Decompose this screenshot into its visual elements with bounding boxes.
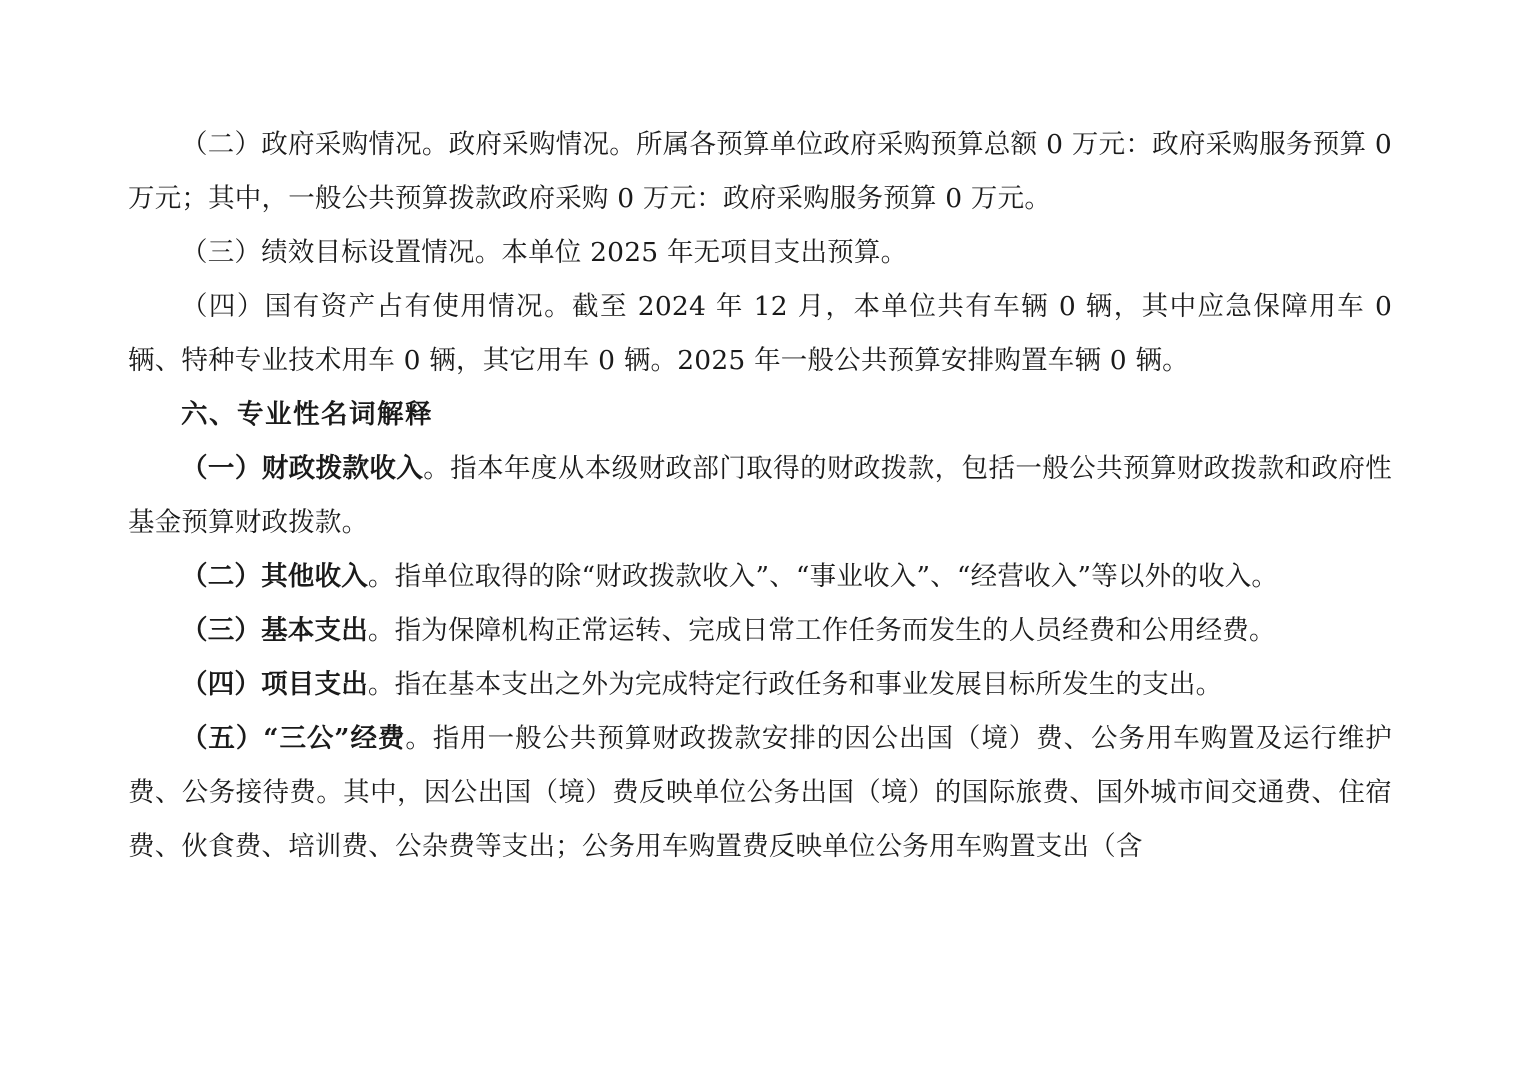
paragraph-term-fiscal-appropriation-income [128, 442, 1392, 550]
term-label-three-public-funds: （五）“三公”经费 [181, 723, 406, 754]
paragraph-term-project-expenditure [128, 658, 1392, 712]
paragraph-gov-procurement: （二）政府采购情况。政府采购情况。所属各预算单位政府采购预算总额 0 万元：政府采购服务预算 0 万元；其中，一般公共预算拨款政府采购 0 万元：政府采购服务预算 0 万元。 [128, 129, 1392, 214]
term-text-three-public-funds: 。指用一般公共预算财政拨款安排的因公出国（境）费、公务用车购置及运行维护费、公务接待费。其中，因公出国（境）费反映单位公务出国（境）的国际旅费、国外城市间交通费、住宿费、伙食费、培训费、公杂费等支出；公务用车购置费反映单位公务用车购置支出（含 [128, 723, 1392, 862]
term-label-project-expenditure: （四）项目支出 [181, 669, 368, 700]
paragraph-performance-goal: （三）绩效目标设置情况。本单位 2025 年无项目支出预算。 [181, 237, 908, 268]
term-text-basic-expenditure: 。指为保障机构正常运转、完成日常工作任务而发生的人员经费和公用经费。 [367, 615, 1276, 646]
term-label-basic-expenditure: （三）基本支出 [181, 615, 368, 646]
paragraph-term-three-public-funds [128, 712, 1392, 874]
document-body [128, 118, 1392, 874]
term-text-other-income: 。指单位取得的除“财政拨款收入”、“事业收入”、“经营收入”等以外的收入。 [367, 561, 1279, 592]
paragraph-term-basic-expenditure [128, 604, 1392, 658]
term-label-other-income: （二）其他收入 [181, 561, 368, 592]
heading-section-six: 六、专业性名词解释 [181, 399, 433, 430]
term-label-fiscal-appropriation-income: （一）财政拨款收入 [181, 453, 424, 484]
term-text-project-expenditure: 。指在基本支出之外为完成特定行政任务和事业发展目标所发生的支出。 [367, 669, 1223, 700]
paragraph-term-other-income [128, 550, 1392, 604]
term-text-fiscal-appropriation-income: 。指本年度从本级财政部门取得的财政拨款，包括一般公共预算财政拨款和政府性基金预算财政拨款。 [128, 453, 1392, 538]
paragraph-state-assets: （四）国有资产占有使用情况。截至 2024 年 12 月，本单位共有车辆 0 辆，其中应急保障用车 0 辆、特种专业技术用车 0 辆，其它用车 0 辆。2025 年一般公共预算安排购置车辆 0 辆。 [128, 291, 1392, 376]
